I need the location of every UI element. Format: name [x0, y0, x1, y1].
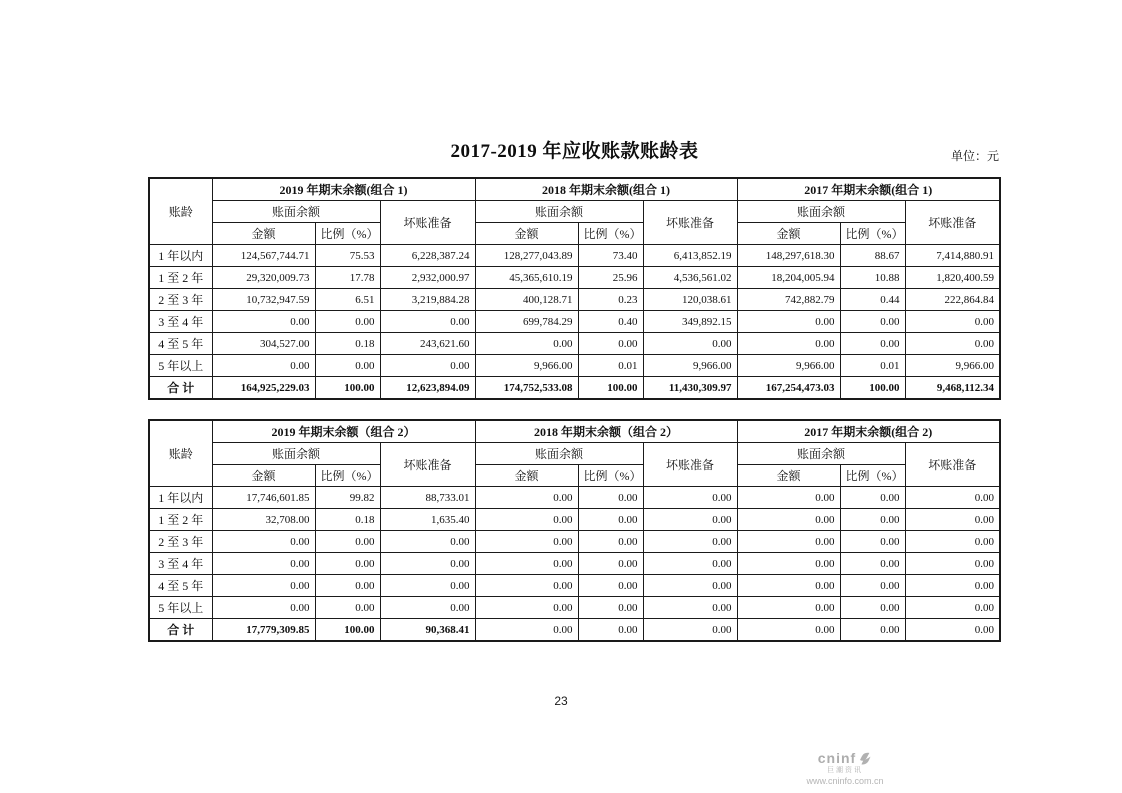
table-row	[149, 355, 1000, 377]
value-cell: 0.00	[578, 531, 643, 553]
book-balance-header-1: 账面余额	[475, 201, 643, 223]
value-cell: 88,733.01	[380, 487, 475, 509]
value-cell: 0.40	[578, 311, 643, 333]
value-cell: 4,536,561.02	[643, 267, 737, 289]
header-row-balance	[149, 443, 1000, 465]
document-content	[148, 0, 1001, 642]
value-cell: 9,966.00	[643, 355, 737, 377]
value-cell: 7,414,880.91	[905, 245, 1000, 267]
aging-row-label: 1 至 2 年	[149, 509, 212, 531]
cninfo-logo-chinese: 巨潮资讯	[827, 767, 863, 775]
value-cell: 75.53	[315, 245, 380, 267]
value-cell: 45,365,610.19	[475, 267, 578, 289]
total-row	[149, 377, 1000, 400]
value-cell: 0.44	[840, 289, 905, 311]
value-cell: 124,567,744.71	[212, 245, 315, 267]
value-cell: 0.00	[737, 575, 840, 597]
year-group-header-1: 2018 年期末余额(组合 1)	[475, 178, 737, 201]
year-group-header-2: 2017 年期末余额(组合 2)	[737, 420, 1000, 443]
value-cell: 0.00	[737, 553, 840, 575]
value-cell: 304,527.00	[212, 333, 315, 355]
value-cell: 0.00	[737, 333, 840, 355]
value-cell: 6.51	[315, 289, 380, 311]
value-cell: 0.00	[315, 597, 380, 619]
total-value-cell: 0.00	[475, 619, 578, 642]
total-value-cell: 17,779,309.85	[212, 619, 315, 642]
page-title: 2017-2019 年应收账款账龄表	[450, 141, 699, 162]
header-row-years	[149, 178, 1000, 201]
value-cell: 1,820,400.59	[905, 267, 1000, 289]
total-row-label: 合 计	[149, 377, 212, 400]
total-value-cell: 100.00	[315, 377, 380, 400]
table-row	[149, 531, 1000, 553]
value-cell: 0.00	[475, 597, 578, 619]
header-row-amount-ratio	[149, 223, 1000, 245]
bad-debt-header-0: 坏账准备	[380, 443, 475, 487]
book-balance-header-0: 账面余额	[212, 443, 380, 465]
aging-row-label: 5 年以上	[149, 597, 212, 619]
book-balance-header-2: 账面余额	[737, 201, 905, 223]
value-cell: 0.00	[212, 311, 315, 333]
aging-row-label: 3 至 4 年	[149, 311, 212, 333]
value-cell: 0.00	[643, 575, 737, 597]
cninfo-logo	[790, 751, 900, 766]
value-cell: 0.00	[643, 597, 737, 619]
value-cell: 0.00	[737, 509, 840, 531]
aging-table-group2	[148, 419, 1001, 642]
value-cell: 0.00	[578, 509, 643, 531]
value-cell: 0.00	[475, 553, 578, 575]
value-cell: 0.00	[212, 553, 315, 575]
total-value-cell: 100.00	[578, 377, 643, 400]
total-value-cell: 0.00	[737, 619, 840, 642]
year-group-header-2: 2017 年期末余额(组合 1)	[737, 178, 1000, 201]
value-cell: 9,966.00	[737, 355, 840, 377]
aging-row-label: 1 至 2 年	[149, 267, 212, 289]
total-row-label: 合 计	[149, 619, 212, 642]
value-cell: 0.00	[737, 487, 840, 509]
aging-column-header: 账龄	[149, 420, 212, 487]
aging-row-label: 1 年以内	[149, 245, 212, 267]
aging-row-label: 2 至 3 年	[149, 289, 212, 311]
table-row	[149, 267, 1000, 289]
value-cell: 0.00	[643, 487, 737, 509]
total-value-cell: 9,468,112.34	[905, 377, 1000, 400]
value-cell: 6,228,387.24	[380, 245, 475, 267]
value-cell: 3,219,884.28	[380, 289, 475, 311]
total-value-cell: 0.00	[578, 619, 643, 642]
value-cell: 400,128.71	[475, 289, 578, 311]
value-cell: 0.00	[315, 553, 380, 575]
amount-header-1: 金额	[475, 465, 578, 487]
aging-row-label: 2 至 3 年	[149, 531, 212, 553]
value-cell: 0.00	[905, 575, 1000, 597]
amount-header-2: 金额	[737, 465, 840, 487]
value-cell: 243,621.60	[380, 333, 475, 355]
total-value-cell: 0.00	[905, 619, 1000, 642]
amount-header-0: 金额	[212, 465, 315, 487]
amount-header-2: 金额	[737, 223, 840, 245]
value-cell: 0.00	[643, 509, 737, 531]
value-cell: 0.00	[315, 311, 380, 333]
value-cell: 128,277,043.89	[475, 245, 578, 267]
book-balance-header-0: 账面余额	[212, 201, 380, 223]
value-cell: 0.00	[643, 333, 737, 355]
ratio-header-1: 比例（%）	[578, 465, 643, 487]
table-row	[149, 553, 1000, 575]
aging-column-header: 账龄	[149, 178, 212, 245]
value-cell: 0.00	[212, 575, 315, 597]
value-cell: 10,732,947.59	[212, 289, 315, 311]
value-cell: 17,746,601.85	[212, 487, 315, 509]
bad-debt-header-1: 坏账准备	[643, 201, 737, 245]
value-cell: 0.00	[578, 553, 643, 575]
value-cell: 0.00	[840, 487, 905, 509]
value-cell: 0.00	[475, 487, 578, 509]
unit-label: 单位：元	[950, 149, 999, 163]
aging-row-label: 5 年以上	[149, 355, 212, 377]
aging-row-label: 4 至 5 年	[149, 333, 212, 355]
year-group-header-1: 2018 年期末余额（组合 2）	[475, 420, 737, 443]
table-row	[149, 487, 1000, 509]
value-cell: 0.00	[212, 355, 315, 377]
value-cell: 73.40	[578, 245, 643, 267]
amount-header-0: 金额	[212, 223, 315, 245]
total-value-cell: 90,368.41	[380, 619, 475, 642]
value-cell: 0.00	[315, 531, 380, 553]
value-cell: 0.00	[840, 311, 905, 333]
value-cell: 99.82	[315, 487, 380, 509]
value-cell: 10.88	[840, 267, 905, 289]
value-cell: 222,864.84	[905, 289, 1000, 311]
header-row-amount-ratio	[149, 465, 1000, 487]
cninfo-watermark	[790, 751, 900, 787]
aging-row-label: 4 至 5 年	[149, 575, 212, 597]
value-cell: 0.00	[578, 333, 643, 355]
value-cell: 17.78	[315, 267, 380, 289]
table-row	[149, 509, 1000, 531]
aging-row-label: 3 至 4 年	[149, 553, 212, 575]
value-cell: 0.00	[840, 597, 905, 619]
total-value-cell: 100.00	[315, 619, 380, 642]
amount-header-1: 金额	[475, 223, 578, 245]
ratio-header-2: 比例（%）	[840, 465, 905, 487]
aging-row-label: 1 年以内	[149, 487, 212, 509]
bad-debt-header-0: 坏账准备	[380, 201, 475, 245]
total-value-cell: 0.00	[643, 619, 737, 642]
value-cell: 742,882.79	[737, 289, 840, 311]
value-cell: 0.00	[840, 509, 905, 531]
value-cell: 0.00	[380, 597, 475, 619]
value-cell: 0.00	[475, 509, 578, 531]
bad-debt-header-2: 坏账准备	[905, 201, 1000, 245]
value-cell: 0.00	[905, 553, 1000, 575]
total-value-cell: 164,925,229.03	[212, 377, 315, 400]
cninfo-url: www.cninfo.com.cn	[806, 776, 884, 787]
value-cell: 0.00	[840, 531, 905, 553]
value-cell: 0.23	[578, 289, 643, 311]
value-cell: 0.00	[737, 597, 840, 619]
value-cell: 0.00	[840, 333, 905, 355]
value-cell: 0.00	[905, 597, 1000, 619]
ratio-header-1: 比例（%）	[578, 223, 643, 245]
value-cell: 0.00	[475, 531, 578, 553]
value-cell: 699,784.29	[475, 311, 578, 333]
value-cell: 0.00	[578, 487, 643, 509]
value-cell: 88.67	[840, 245, 905, 267]
table-row	[149, 289, 1000, 311]
table-row	[149, 245, 1000, 267]
total-row	[149, 619, 1000, 642]
value-cell: 0.00	[212, 531, 315, 553]
cninfo-swirl-icon	[857, 751, 872, 766]
header-row-balance	[149, 201, 1000, 223]
ratio-header-0: 比例（%）	[315, 223, 380, 245]
value-cell: 0.18	[315, 333, 380, 355]
year-group-header-0: 2019 年期末余额（组合 2）	[212, 420, 475, 443]
total-value-cell: 11,430,309.97	[643, 377, 737, 400]
table-row	[149, 597, 1000, 619]
value-cell: 0.00	[905, 333, 1000, 355]
value-cell: 120,038.61	[643, 289, 737, 311]
value-cell: 0.00	[840, 575, 905, 597]
table-row	[149, 575, 1000, 597]
value-cell: 0.00	[905, 311, 1000, 333]
value-cell: 0.00	[475, 333, 578, 355]
page-number: 23	[554, 694, 568, 708]
bad-debt-header-1: 坏账准备	[643, 443, 737, 487]
cninfo-logo-text: cninf	[817, 750, 857, 766]
value-cell: 0.00	[380, 553, 475, 575]
value-cell: 0.00	[315, 575, 380, 597]
value-cell: 2,932,000.97	[380, 267, 475, 289]
value-cell: 0.00	[475, 575, 578, 597]
value-cell: 0.00	[315, 355, 380, 377]
value-cell: 32,708.00	[212, 509, 315, 531]
value-cell: 349,892.15	[643, 311, 737, 333]
value-cell: 1,635.40	[380, 509, 475, 531]
value-cell: 0.00	[905, 531, 1000, 553]
book-balance-header-1: 账面余额	[475, 443, 643, 465]
value-cell: 29,320,009.73	[212, 267, 315, 289]
total-value-cell: 174,752,533.08	[475, 377, 578, 400]
aging-table-group1	[148, 177, 1001, 400]
value-cell: 0.00	[905, 509, 1000, 531]
value-cell: 0.00	[905, 487, 1000, 509]
value-cell: 0.01	[840, 355, 905, 377]
value-cell: 0.00	[737, 311, 840, 333]
value-cell: 0.00	[643, 553, 737, 575]
value-cell: 0.00	[380, 311, 475, 333]
year-group-header-0: 2019 年期末余额(组合 1)	[212, 178, 475, 201]
value-cell: 9,966.00	[905, 355, 1000, 377]
value-cell: 0.00	[578, 575, 643, 597]
total-value-cell: 0.00	[840, 619, 905, 642]
value-cell: 0.00	[212, 597, 315, 619]
bad-debt-header-2: 坏账准备	[905, 443, 1000, 487]
value-cell: 0.00	[737, 531, 840, 553]
value-cell: 0.00	[380, 575, 475, 597]
value-cell: 0.00	[643, 531, 737, 553]
table-row	[149, 311, 1000, 333]
value-cell: 0.18	[315, 509, 380, 531]
value-cell: 0.01	[578, 355, 643, 377]
value-cell: 0.00	[380, 531, 475, 553]
total-value-cell: 12,623,894.09	[380, 377, 475, 400]
value-cell: 9,966.00	[475, 355, 578, 377]
book-balance-header-2: 账面余额	[737, 443, 905, 465]
value-cell: 0.00	[380, 355, 475, 377]
value-cell: 0.00	[578, 597, 643, 619]
value-cell: 18,204,005.94	[737, 267, 840, 289]
ratio-header-0: 比例（%）	[315, 465, 380, 487]
total-value-cell: 100.00	[840, 377, 905, 400]
value-cell: 0.00	[840, 553, 905, 575]
table-row	[149, 333, 1000, 355]
value-cell: 6,413,852.19	[643, 245, 737, 267]
header-row-years	[149, 420, 1000, 443]
total-value-cell: 167,254,473.03	[737, 377, 840, 400]
value-cell: 148,297,618.30	[737, 245, 840, 267]
value-cell: 25.96	[578, 267, 643, 289]
ratio-header-2: 比例（%）	[840, 223, 905, 245]
